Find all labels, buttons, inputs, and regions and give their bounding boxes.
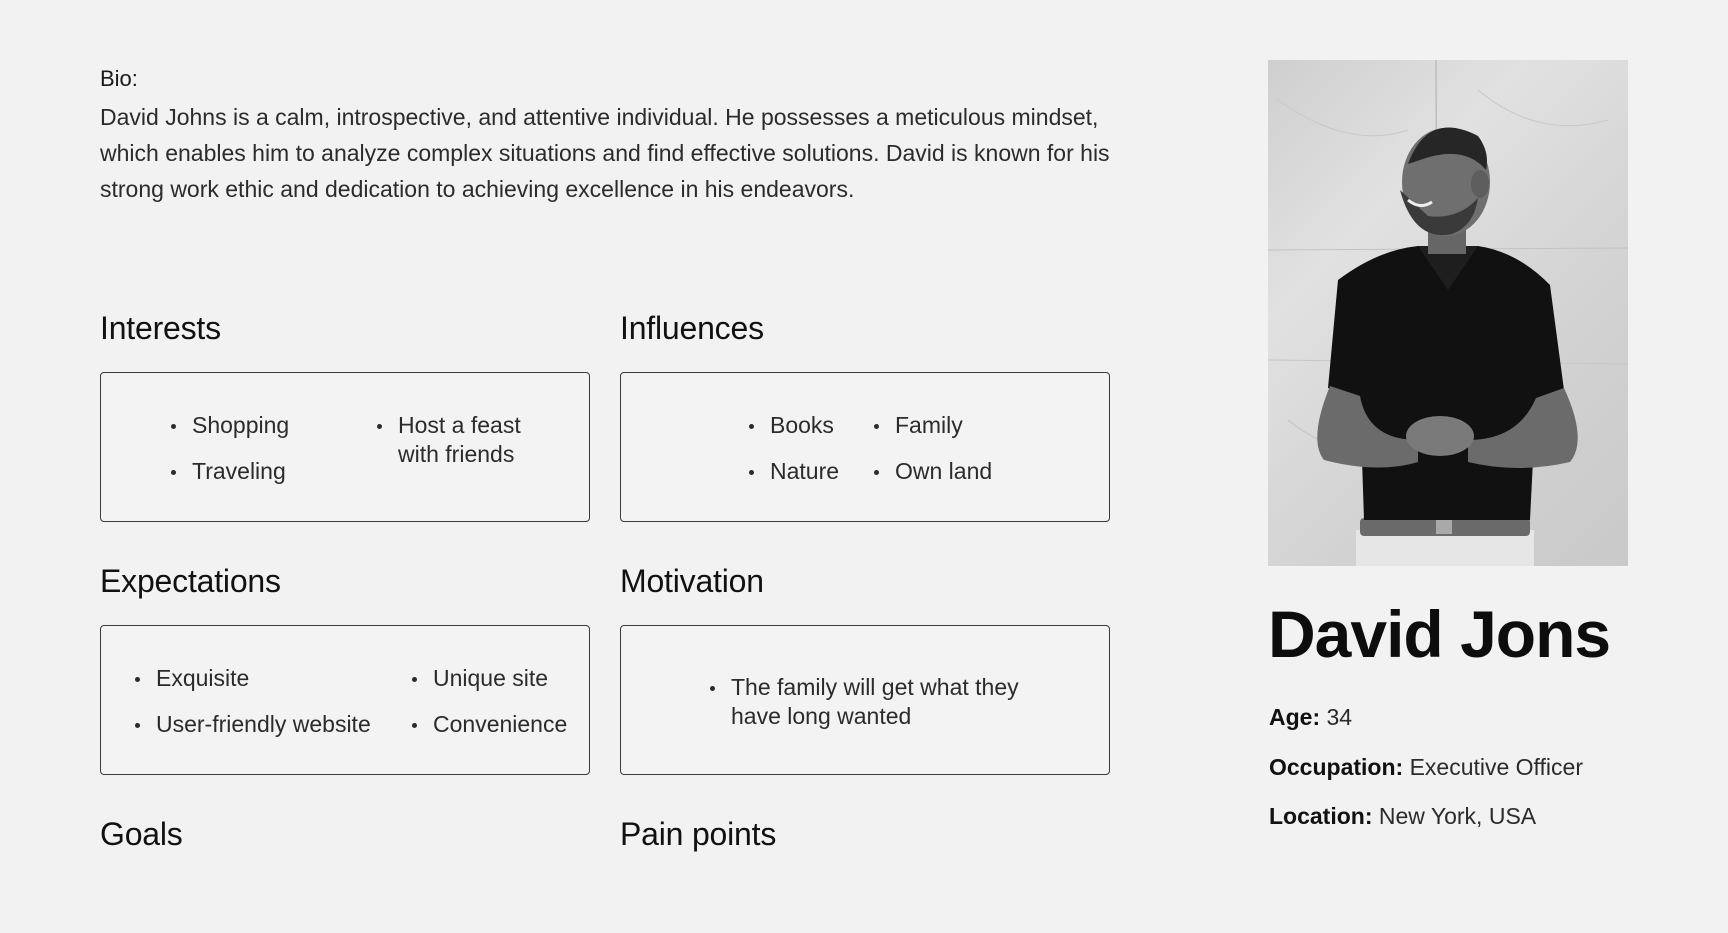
bullet-icon [135, 677, 140, 682]
location-label: Location: [1269, 803, 1373, 829]
list-item: The family will get what they have long wanted [731, 673, 1041, 731]
occupation-value: Executive Officer [1409, 754, 1583, 780]
age-line [1269, 704, 1352, 731]
list-item: Books [770, 411, 834, 440]
list-item: Own land [895, 457, 992, 486]
bullet-icon [412, 723, 417, 728]
list-item: Family [895, 411, 963, 440]
motivation-title: Motivation [620, 563, 764, 599]
occupation-line [1269, 754, 1583, 781]
bio-text: David Johns is a calm, introspective, and attentive individual. He possesses a meticulous mindset, which enables him to analyze complex situations and find effective solutions. David is known for his strong work ethic and dedication to achieving excellence in his endeavors. [100, 104, 1110, 202]
location-value: New York, USA [1378, 803, 1537, 829]
occupation-label: Occupation: [1269, 754, 1404, 780]
age-label: Age: [1269, 704, 1321, 730]
influences-title: Influences [620, 310, 764, 346]
bullet-icon [710, 686, 715, 691]
interests-title: Interests [100, 310, 221, 346]
bullet-icon [412, 677, 417, 682]
bullet-icon [749, 470, 754, 475]
bullet-icon [874, 424, 879, 429]
pain-points-title: Pain points [620, 816, 777, 852]
motivation-card [620, 625, 1110, 775]
list-item: Exquisite [156, 664, 249, 693]
bio-label: Bio: [100, 66, 138, 91]
list-item: Unique site [433, 664, 548, 693]
list-item: Host a feast with friends [398, 411, 548, 469]
expectations-card [100, 625, 590, 775]
profile-name: David Jons [1268, 597, 1611, 671]
list-item: Traveling [192, 457, 286, 486]
age-value: 34 [1326, 704, 1353, 730]
bullet-icon [171, 470, 176, 475]
person-portrait-image [1268, 60, 1628, 566]
list-item: Nature [770, 457, 839, 486]
interests-card [100, 372, 590, 522]
goals-title: Goals [100, 816, 183, 852]
expectations-title: Expectations [100, 563, 281, 599]
bullet-icon [377, 424, 382, 429]
bullet-icon [171, 424, 176, 429]
bullet-icon [874, 470, 879, 475]
bullet-icon [135, 723, 140, 728]
list-item: User-friendly website [156, 710, 371, 739]
list-item: Convenience [433, 710, 567, 739]
list-item: Shopping [192, 411, 289, 440]
profile-photo [1268, 60, 1628, 566]
bullet-icon [749, 424, 754, 429]
influences-card [620, 372, 1110, 522]
location-line [1269, 803, 1536, 830]
